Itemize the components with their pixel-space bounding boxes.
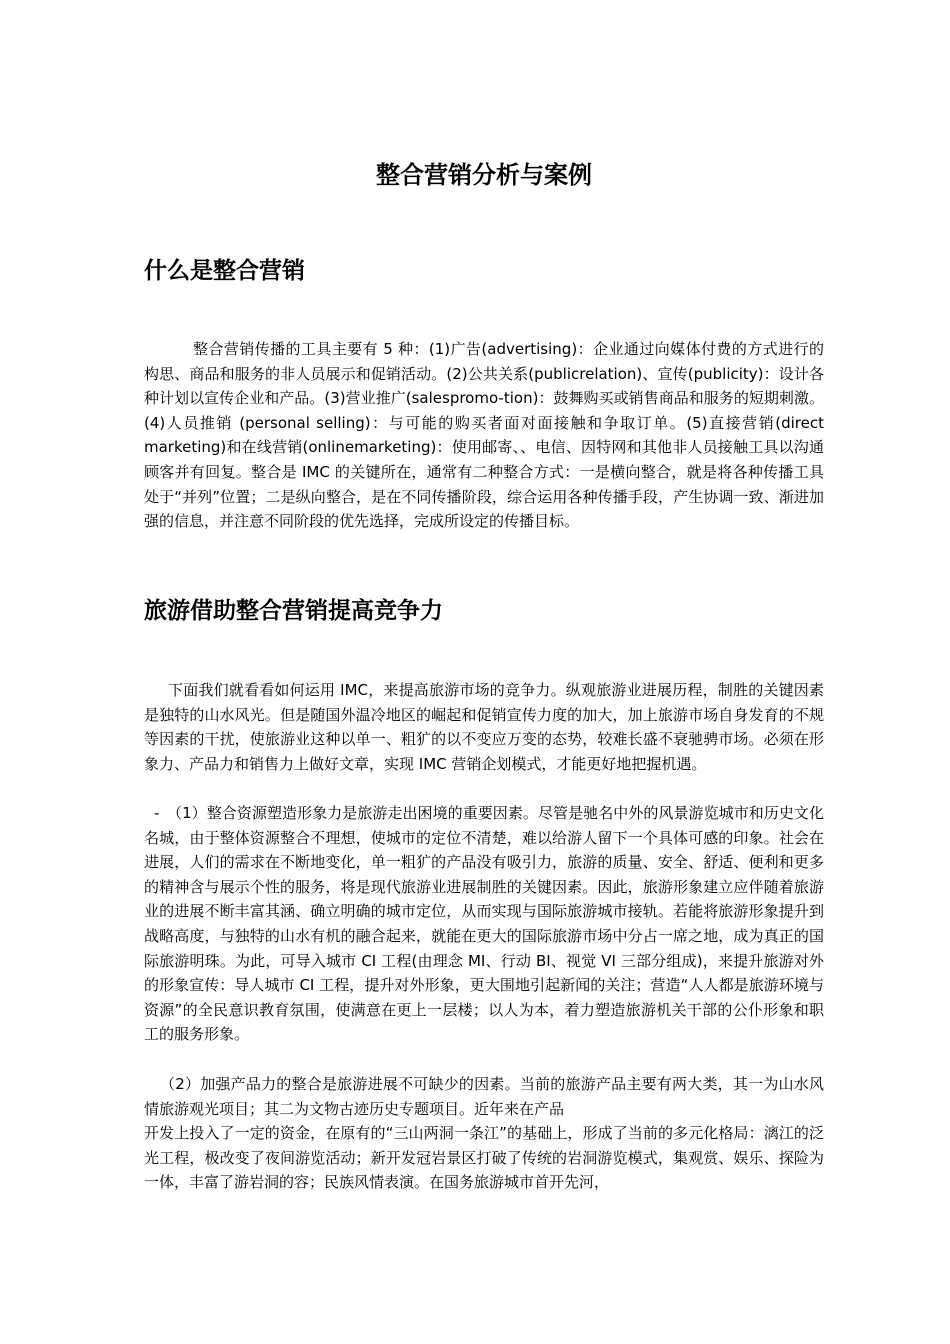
document-title: 整合营销分析与案例: [376, 161, 592, 189]
paragraph-imc-tools: 整合营销传播的工具主要有 5 种：(1)广告(advertising)：企业通过向媒体付费的方式进行的构思、商品和服务的非人员展示和促销活动。(2)公共关系(publicrelation)、宣传(publicity)：设计各种计划以宣传企业和产品。(3)营业推广(salespromo-tion)：鼓舞购买或销售商品和服务的短期刺激。(4)人员推销 (personal selling)：与可能的购买者面对面接触和争取订单。(5)直接营销(direct marketing)和在线营销(onlinemarketing)：使用邮寄、、电信、因特网和其他非人员接触工具以沟通顾客并有回复。整合是 IMC 的关键所在，通常有二种整合方式：一是横向整合，就是将各种传播工具处于“并列”位置；二是纵向整合，是在不同传播阶段，综合运用各种传播手段，产生协调一致、渐进加强的信息，并注意不同阶段的优先选择，完成所设定的传播目标。: [144, 340, 824, 531]
paragraph-tourism-intro: 下面我们就看看如何运用 IMC，来提高旅游市场的竞争力。纵观旅游业进展历程，制胜的关键因素是独特的山水风光。但是随国外温冷地区的崛起和促销宣传力度的加大，加上旅游市场自身发育的不规等因素的干扰，使旅游业这种以单一、粗犷的以不变应万变的态势，较难长盛不衰驰骋市场。必须在形象力、产品力和销售力上做好文章，实现 IMC 营销企划模式，才能更好地把握机遇。: [144, 681, 824, 773]
paragraph-image-power: - （1）整合资源塑造形象力是旅游走出困境的重要因素。尽管是驰名中外的风景游览城市和历史文化名城，由于整体资源整合不理想，使城市的定位不清楚，难以给游人留下一个具体可感的印象。社会在进展，人们的需求在不断地变化，单一粗犷的产品没有吸引力，旅游的质量、安全、舒适、便利和更多的精神含与展示个性的服务，将是现代旅游业进展制胜的关键因素。因此，旅游形象建立应伴随着旅游业的进展不断丰富其涵、确立明确的城市定位，从而实现与国际旅游城市接轨。若能将旅游形象提升到战略高度，与独特的山水有机的融合起来，就能在更大的国际旅游市场中分占一席之地，成为真正的国际旅游明珠。为此，可导入城市 CI 工程(由理念 MI、行动 BI、视觉 VI 三部分组成)，来提升旅游对外的形象宣传：导人城市 CI 工程，提升对外形象，更大围地引起新闻的关注；营造“人人都是旅游环境与资源”的全民意识教育氛围，使满意在更上一层楼；以人为本，着力塑造旅游机关干部的公仆形象和职工的服务形象。: [144, 804, 824, 1044]
section-heading-what-is-imc: 什么是整合营销: [144, 258, 305, 284]
paragraph-product-power: （2）加强产品力的整合是旅游进展不可缺少的因素。当前的旅游产品主要有两大类，其一为山水风情旅游观光项目；其二为文物古迹历史专题项目。近年来在产品: [144, 1075, 824, 1118]
paragraph-product-development: 开发上投入了一定的资金，在原有的“三山两洞一条江”的基础上，形成了当前的多元化格局：漓江的泛光工程，极改变了夜间游览活动；新开发冠岩景区打破了传统的岩洞游览模式，集观赏、娱乐、探险为一体，丰富了游岩洞的容；民族风情表演。在国务旅游城市首开先河，: [144, 1124, 824, 1192]
section-heading-tourism-imc: 旅游借助整合营销提高竞争力: [144, 598, 443, 624]
